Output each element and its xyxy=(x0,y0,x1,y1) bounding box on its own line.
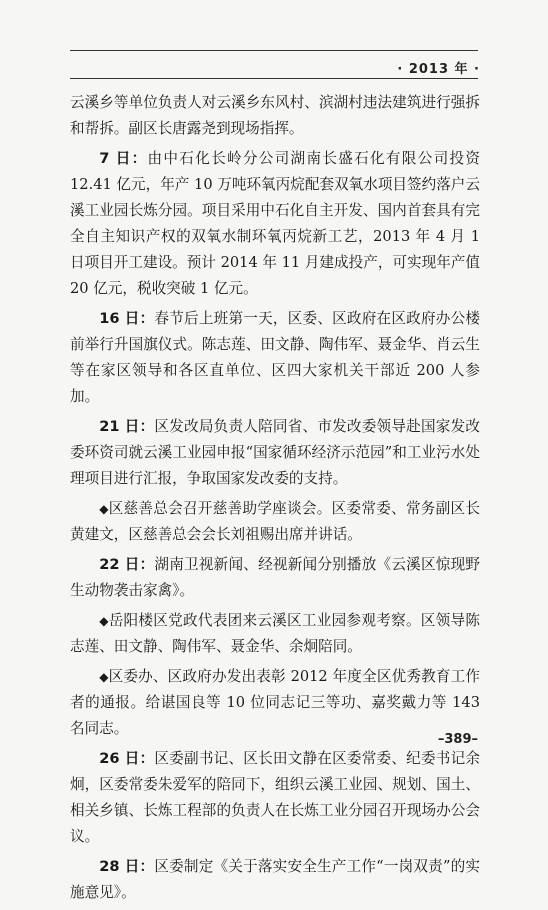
entry-day-22-item-1 xyxy=(70,608,480,660)
entry-day-26 xyxy=(70,746,480,850)
running-header-year: · 2013 年 · xyxy=(397,62,480,77)
header-rule-top xyxy=(70,50,478,51)
diamond-bullet-icon: ◆ xyxy=(99,670,109,684)
chronicle-body xyxy=(70,90,480,910)
entry-continuation xyxy=(70,90,480,142)
entry-day-21 xyxy=(70,414,480,492)
entry-date: 22 日： xyxy=(99,556,155,573)
diamond-bullet-icon: ◆ xyxy=(99,502,109,516)
page-number: –389– xyxy=(437,732,478,747)
entry-date: 16 日： xyxy=(99,310,155,327)
entry-text: 区委办、区政府办发出表彰 2012 年度全区优秀教育工作者的通报。给谌国良等 10 位同志记三等功、嘉奖戴力等 143 名同志。 xyxy=(70,668,480,737)
entry-day-21-item xyxy=(70,496,480,548)
entry-date: 26 日： xyxy=(99,750,155,767)
entry-day-16 xyxy=(70,306,480,410)
entry-text: 区发改局负责人陪同省、市发改委领导赴国家发改委环资司就云溪工业园申报“国家循环经济示范园”和工业污水处理项目进行汇报，争取国家发改委的支持。 xyxy=(70,418,480,487)
entry-text: 云溪乡等单位负责人对云溪乡东风村、滨湖村违法建筑进行强拆和帮拆。副区长唐露尧到现场指挥。 xyxy=(70,94,480,137)
entry-day-22-item-2 xyxy=(70,664,480,742)
entry-date: 28 日： xyxy=(99,858,155,875)
entry-day-7 xyxy=(70,146,480,302)
entry-text: 岳阳楼区党政代表团来云溪区工业园参观考察。区领导陈志莲、田文静、陶伟军、聂金华、余炯陪同。 xyxy=(70,612,480,655)
entry-day-22 xyxy=(70,552,480,604)
entry-text: 由中石化长岭分公司湖南长盛石化有限公司投资 12.41 亿元，年产 10 万吨环氧丙烷配套双氧水项目签约落户云溪工业园长炼分园。项目采用中石化自主开发、国内首套具有完全自主知识产权的双氧水制环氧丙烷新工艺，2013 年 4 月 1 日项目开工建设。预计 2014 年 11 月建成投产，可实现年产值 20 亿元，税收突破 1 亿元。 xyxy=(70,150,480,297)
entry-text: 春节后上班第一天，区委、区政府在区政府办公楼前举行升国旗仪式。陈志莲、田文静、陶伟军、聂金华、肖云生等在家区领导和各区直单位、区四大家机关干部近 200 人参加。 xyxy=(70,310,480,405)
entry-text: 区慈善总会召开慈善助学座谈会。区委常委、常务副区长黄建文，区慈善总会会长刘祖赐出席并讲话。 xyxy=(70,500,480,543)
entry-day-28 xyxy=(70,854,480,906)
entry-text: 湖南卫视新闻、经视新闻分别播放《云溪区惊现野生动物袭击家禽》。 xyxy=(70,556,480,599)
entry-text: 区委制定《关于落实安全生产工作“一岗双责”的实施意见》。 xyxy=(70,858,481,901)
header-rule-bottom xyxy=(70,78,478,79)
entry-text: 区委副书记、区长田文静在区委常委、纪委书记余炯，区委常委朱爱军的陪同下，组织云溪工业园、规划、国土、相关乡镇、长炼工程部的负责人在长炼工业分园召开现场办公会议。 xyxy=(70,750,480,845)
entry-date: 21 日： xyxy=(99,418,155,435)
entry-date: 7 日： xyxy=(99,150,148,167)
diamond-bullet-icon: ◆ xyxy=(99,614,109,628)
